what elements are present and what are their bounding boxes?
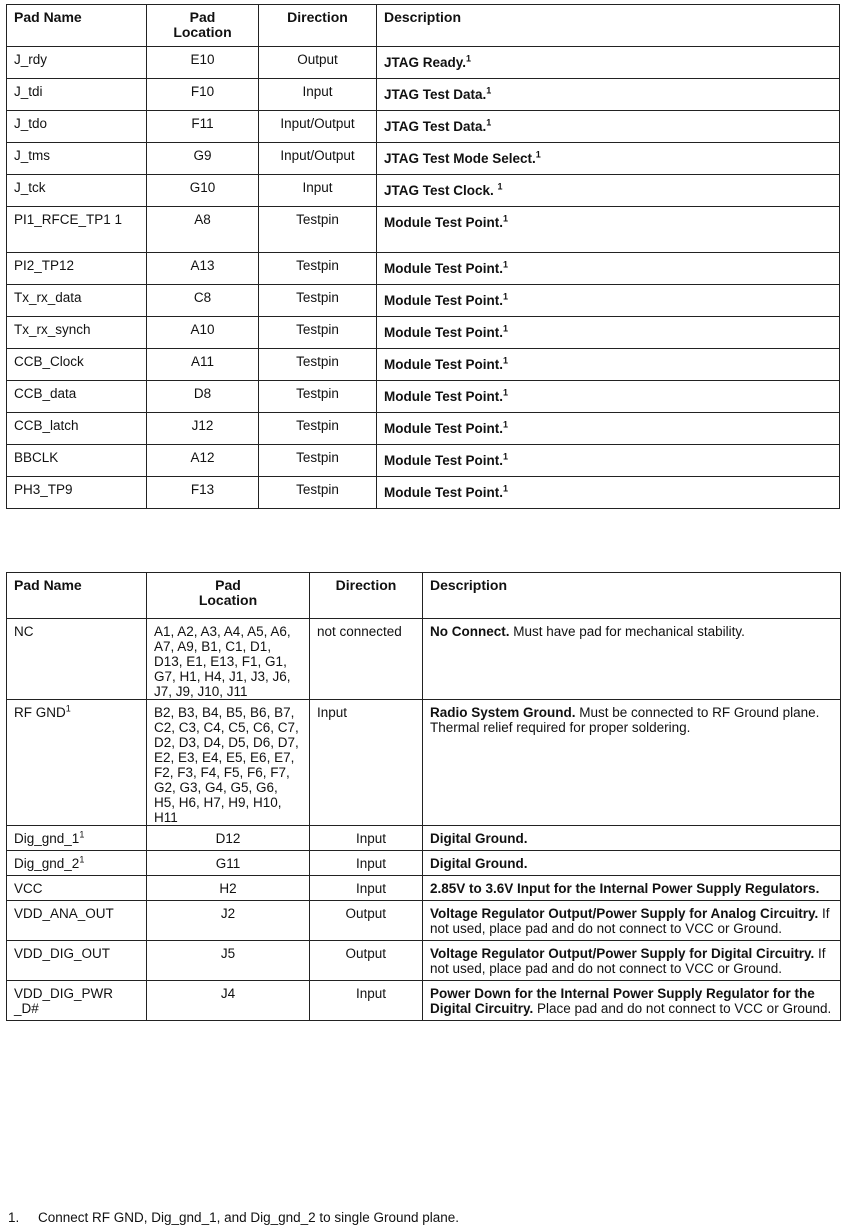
pad-location-cell xyxy=(147,851,310,876)
description-cell xyxy=(377,349,840,381)
description-cell xyxy=(377,445,840,477)
description-cell xyxy=(377,477,840,509)
direction-cell xyxy=(310,901,423,941)
pad-name: CCB_data xyxy=(14,386,77,401)
pad-name: PI2_TP12 xyxy=(14,258,75,273)
pad-name-cell xyxy=(7,826,147,851)
table-row xyxy=(7,445,840,477)
description xyxy=(377,207,839,230)
table-row xyxy=(7,826,841,851)
table-row xyxy=(7,175,840,207)
pad-name-cell xyxy=(7,941,147,981)
pad-name-cell xyxy=(7,111,147,143)
description xyxy=(423,851,840,875)
header-direction: Direction xyxy=(310,573,423,619)
description-cell xyxy=(423,876,841,901)
direction-cell xyxy=(259,285,377,317)
description-cell xyxy=(377,381,840,413)
description xyxy=(377,111,839,134)
description-text: Module Test Point. xyxy=(384,293,503,308)
pad-name-cell xyxy=(7,851,147,876)
pad-name: PI1_RFCE_TP1 1 xyxy=(14,212,123,227)
description xyxy=(377,445,839,468)
footnote-ref: 1 xyxy=(503,483,509,494)
direction: Output xyxy=(345,906,386,921)
pad-location-cell xyxy=(147,413,259,445)
pad-location: A1, A2, A3, A4, A5, A6, A7, A9, B1, C1, D1, D13, E1, E13, F1, G1, G7, H1, H4, J1, J3, J6, J7, J9, J10, J11 xyxy=(154,624,291,699)
description-cell xyxy=(423,941,841,981)
footnote-ref: 1 xyxy=(486,117,492,128)
pad-name: VDD_ANA_OUT xyxy=(14,906,114,921)
direction: Testpin xyxy=(296,482,339,497)
pad-location: D8 xyxy=(193,386,212,401)
direction-cell xyxy=(310,851,423,876)
direction: Output xyxy=(297,52,338,67)
pad-name-cell xyxy=(7,285,147,317)
pad-name-cell xyxy=(7,381,147,413)
table-row xyxy=(7,901,841,941)
pad-name-cell xyxy=(7,700,147,826)
description xyxy=(377,47,839,70)
description-rest: Must be connected to RF Ground plane. Thermal relief required for proper soldering. xyxy=(430,705,820,735)
description-bold: No Connect. xyxy=(430,624,510,639)
pad-name-cell xyxy=(7,619,147,700)
header-description: Description xyxy=(377,5,840,47)
footnote-text: Connect RF GND, Dig_gnd_1, and Dig_gnd_2 to single Ground plane. xyxy=(38,1210,460,1225)
direction-cell xyxy=(259,381,377,413)
pad-location-cell xyxy=(147,143,259,175)
pad-name-wrap xyxy=(7,981,146,1020)
description-cell xyxy=(423,981,841,1021)
footnote-number: 1. xyxy=(8,1210,20,1225)
description-text: Module Test Point. xyxy=(384,261,503,276)
table-row xyxy=(7,47,840,79)
description-text: Module Test Point. xyxy=(384,389,503,404)
direction-cell xyxy=(259,317,377,349)
footnote xyxy=(8,1210,459,1225)
description-cell xyxy=(377,175,840,207)
description-rest: If not used, place pad and do not connect to VCC or Ground. xyxy=(430,946,826,976)
footnote-ref: 1 xyxy=(65,703,71,714)
description-cell xyxy=(423,826,841,851)
table-row xyxy=(7,981,841,1021)
direction-cell xyxy=(310,941,423,981)
description-cell xyxy=(377,253,840,285)
description xyxy=(377,381,839,404)
header-direction: Direction xyxy=(259,5,377,47)
direction-cell xyxy=(259,175,377,207)
description-cell xyxy=(377,285,840,317)
footnote-ref: 1 xyxy=(486,85,492,96)
description-bold: 2.85V to 3.6V Input for the Internal Power Supply Regulators. xyxy=(430,881,820,896)
pad-location-cell xyxy=(147,207,259,253)
description xyxy=(377,143,839,166)
footnote-ref: 1 xyxy=(503,355,509,366)
direction-cell xyxy=(310,826,423,851)
direction: Input xyxy=(355,831,386,846)
description-bold: Power Down for the Internal Power Supply Regulator for the Digital Circuitry. xyxy=(430,986,815,1016)
pad-name-cell xyxy=(7,79,147,111)
description-bold: Radio System Ground. xyxy=(430,705,576,720)
header-pad-location: Pad Location xyxy=(147,573,310,619)
pad-location-cell xyxy=(147,285,259,317)
footnote-ref: 1 xyxy=(503,323,509,334)
pad-location: D12 xyxy=(215,831,241,846)
pad-location: J2 xyxy=(220,906,236,921)
description xyxy=(423,700,840,739)
pad-location: E10 xyxy=(190,52,215,67)
direction-cell xyxy=(259,445,377,477)
pad-location-cell xyxy=(147,876,310,901)
pad-location: C8 xyxy=(193,290,212,305)
pad-name-cell xyxy=(7,349,147,381)
footnote-ref: 1 xyxy=(497,181,503,192)
pad-name: CCB_Clock xyxy=(14,354,84,369)
header-pad-location: Pad Location xyxy=(147,5,259,47)
description-rest: If not used, place pad and do not connect to VCC or Ground. xyxy=(430,906,830,936)
pad-name: J_tck xyxy=(14,180,46,195)
pad-name: VDD_DIG_PWR _D# xyxy=(14,986,114,1016)
direction: Testpin xyxy=(296,386,339,401)
pad-location: G10 xyxy=(189,180,216,195)
pad-location: A10 xyxy=(190,322,215,337)
header-pad-name: Pad Name xyxy=(7,5,147,47)
direction-cell xyxy=(259,349,377,381)
description-bold: Digital Ground. xyxy=(430,831,528,846)
pad-location-cell xyxy=(147,826,310,851)
pad-name: VDD_DIG_OUT xyxy=(14,946,111,961)
direction: Testpin xyxy=(296,418,339,433)
description-bold: Voltage Regulator Output/Power Supply for Digital Circuitry. xyxy=(430,946,815,961)
pad-location: B2, B3, B4, B5, B6, B7, C2, C3, C4, C5, C6, C7, D2, D3, D4, D5, D6, D7, E2, E3, E4, E5, E6, E7, F2, F3, F4, F5, F6, F7, G2, G3, G4, G5, G6, H5, H6, H7, H9, H10, H11 xyxy=(154,705,299,825)
pad-location-cell xyxy=(147,477,259,509)
direction: Testpin xyxy=(296,322,339,337)
description-text: Module Test Point. xyxy=(384,485,503,500)
footnote-ref: 1 xyxy=(503,419,509,430)
pad-location: A8 xyxy=(194,212,211,227)
pad-location: G9 xyxy=(193,148,212,163)
direction-cell xyxy=(259,111,377,143)
table-row xyxy=(7,111,840,143)
header-pad-name: Pad Name xyxy=(7,573,147,619)
footnote-ref: 1 xyxy=(503,259,509,270)
jtag-testpin-table xyxy=(6,4,840,509)
pad-name-cell xyxy=(7,477,147,509)
description-text: Module Test Point. xyxy=(384,453,503,468)
pad-name-wrap xyxy=(7,901,146,925)
direction-cell xyxy=(310,619,423,700)
description-cell xyxy=(377,79,840,111)
description-rest: Place pad and do not connect to VCC or Ground. xyxy=(533,1001,832,1016)
pad-location-cell xyxy=(147,349,259,381)
pad-name-cell xyxy=(7,901,147,941)
footnote-ref: 1 xyxy=(79,854,85,865)
pad-name-wrap xyxy=(7,619,146,643)
description-text: Module Test Point. xyxy=(384,215,503,230)
pad-location-cell xyxy=(147,253,259,285)
description xyxy=(377,413,839,436)
direction-cell xyxy=(310,876,423,901)
pad-location-cell xyxy=(147,47,259,79)
pad-name-cell xyxy=(7,876,147,901)
direction-cell xyxy=(259,143,377,175)
direction: Input xyxy=(317,705,348,720)
footnote-ref: 1 xyxy=(503,451,509,462)
pad-location-cell xyxy=(147,79,259,111)
pad-name: J_tms xyxy=(14,148,51,163)
footnote-ref: 1 xyxy=(535,149,541,160)
pad-name-cell xyxy=(7,47,147,79)
table-row xyxy=(7,700,841,826)
pad-name: Dig_gnd_2 xyxy=(14,856,80,871)
pad-location: J4 xyxy=(220,986,236,1001)
table-header-row xyxy=(7,5,840,47)
table-row xyxy=(7,381,840,413)
pad-location: A13 xyxy=(190,258,215,273)
description-cell xyxy=(377,207,840,253)
direction: Output xyxy=(345,946,386,961)
table-row xyxy=(7,143,840,175)
pad-location: F11 xyxy=(191,116,214,131)
power-ground-table xyxy=(6,572,841,1021)
pad-name: PH3_TP9 xyxy=(14,482,73,497)
description-cell xyxy=(377,47,840,79)
direction-cell xyxy=(259,79,377,111)
direction-cell xyxy=(259,477,377,509)
table-row xyxy=(7,349,840,381)
direction: Input xyxy=(355,881,386,896)
pad-name-cell xyxy=(7,143,147,175)
direction-cell xyxy=(310,700,423,826)
pad-name: J_rdy xyxy=(14,52,48,67)
description xyxy=(377,79,839,102)
footnote-ref: 1 xyxy=(466,53,472,64)
pad-name: RF GND xyxy=(14,705,66,720)
description xyxy=(377,477,839,500)
description xyxy=(423,941,840,980)
direction: Testpin xyxy=(296,258,339,273)
pad-location-cell xyxy=(147,175,259,207)
table-row xyxy=(7,477,840,509)
direction: Input/Output xyxy=(280,148,355,163)
pad-name: BBCLK xyxy=(14,450,59,465)
description xyxy=(377,253,839,276)
direction: Testpin xyxy=(296,290,339,305)
description-cell xyxy=(377,317,840,349)
table-row xyxy=(7,619,841,700)
pad-location-cell xyxy=(147,700,310,826)
pad-name: Dig_gnd_1 xyxy=(14,831,80,846)
pad-name: J_tdo xyxy=(14,116,48,131)
description-cell xyxy=(423,851,841,876)
description-cell xyxy=(377,413,840,445)
description-text: JTAG Ready. xyxy=(384,55,467,70)
direction: Input xyxy=(355,856,386,871)
pad-name-cell xyxy=(7,413,147,445)
table-row xyxy=(7,253,840,285)
pad-name: Tx_rx_synch xyxy=(14,322,91,337)
table-row xyxy=(7,413,840,445)
description-text: JTAG Test Data. xyxy=(384,87,487,102)
description-text: Module Test Point. xyxy=(384,357,503,372)
table-row xyxy=(7,876,841,901)
description xyxy=(377,285,839,308)
description xyxy=(423,619,840,643)
pad-name-cell xyxy=(7,445,147,477)
table-row xyxy=(7,207,840,253)
direction-cell xyxy=(259,253,377,285)
pad-location-cell xyxy=(147,941,310,981)
pad-location: A12 xyxy=(190,450,215,465)
table-header-row xyxy=(7,573,841,619)
description xyxy=(423,826,840,850)
footnote-ref: 1 xyxy=(79,829,85,840)
description-text: Module Test Point. xyxy=(384,421,503,436)
direction: Input xyxy=(302,180,333,195)
description xyxy=(377,349,839,372)
pad-name: Tx_rx_data xyxy=(14,290,82,305)
description xyxy=(423,981,840,1020)
pad-location: H2 xyxy=(219,881,237,896)
pad-location: F10 xyxy=(190,84,215,99)
description-cell xyxy=(377,111,840,143)
pad-location-cell xyxy=(147,619,310,700)
pad-name-cell xyxy=(7,207,147,253)
table-row xyxy=(7,851,841,876)
pad-location-cell xyxy=(147,317,259,349)
pad-location-cell xyxy=(147,981,310,1021)
table-row xyxy=(7,79,840,111)
pad-location: F13 xyxy=(190,482,215,497)
footnote-ref: 1 xyxy=(503,387,509,398)
pad-location: J5 xyxy=(220,946,236,961)
description xyxy=(377,317,839,340)
pad-location-cell xyxy=(147,901,310,941)
pad-location: J12 xyxy=(191,418,214,433)
direction: Testpin xyxy=(296,212,339,227)
description xyxy=(377,175,839,198)
pad-location-cell xyxy=(147,111,259,143)
pad-name-cell xyxy=(7,317,147,349)
table-row xyxy=(7,941,841,981)
description-text: Module Test Point. xyxy=(384,325,503,340)
direction-cell xyxy=(259,47,377,79)
direction: Input xyxy=(355,986,386,1001)
table-row xyxy=(7,285,840,317)
pad-name-wrap xyxy=(7,941,146,965)
description-bold: Voltage Regulator Output/Power Supply for Analog Circuitry. xyxy=(430,906,819,921)
direction: Input/Output xyxy=(280,116,355,131)
pad-name-cell xyxy=(7,175,147,207)
direction-cell xyxy=(259,413,377,445)
description-bold: Digital Ground. xyxy=(430,856,528,871)
description xyxy=(423,901,840,940)
pad-name-wrap xyxy=(7,851,146,875)
description-cell xyxy=(377,143,840,175)
pad-name: J_tdi xyxy=(14,84,43,99)
pad-location-cell xyxy=(147,445,259,477)
pad-name: VCC xyxy=(14,881,43,896)
footnote-ref: 1 xyxy=(503,213,509,224)
direction: not connected xyxy=(317,624,402,639)
pad-location: G11 xyxy=(215,856,241,871)
pad-location: A11 xyxy=(190,354,215,369)
pad-name-wrap xyxy=(7,826,146,850)
description-text: JTAG Test Mode Select. xyxy=(384,151,536,166)
pad-name: NC xyxy=(14,624,34,639)
pad-name-wrap xyxy=(7,876,146,900)
footnote-ref: 1 xyxy=(503,291,509,302)
direction-cell xyxy=(259,207,377,253)
pad-name-cell xyxy=(7,253,147,285)
description-cell xyxy=(423,901,841,941)
direction: Testpin xyxy=(296,450,339,465)
description-rest: Must have pad for mechanical stability. xyxy=(509,624,745,639)
direction: Input xyxy=(302,84,333,99)
pad-name-wrap xyxy=(7,700,146,724)
pad-location-cell xyxy=(147,381,259,413)
direction-cell xyxy=(310,981,423,1021)
description-text: JTAG Test Clock. xyxy=(384,183,498,198)
direction: Testpin xyxy=(296,354,339,369)
description-cell xyxy=(423,700,841,826)
description xyxy=(423,876,840,900)
table-row xyxy=(7,317,840,349)
header-description: Description xyxy=(423,573,841,619)
description-cell xyxy=(423,619,841,700)
pad-name: CCB_latch xyxy=(14,418,79,433)
pad-name-cell xyxy=(7,981,147,1021)
description-text: JTAG Test Data. xyxy=(384,119,487,134)
